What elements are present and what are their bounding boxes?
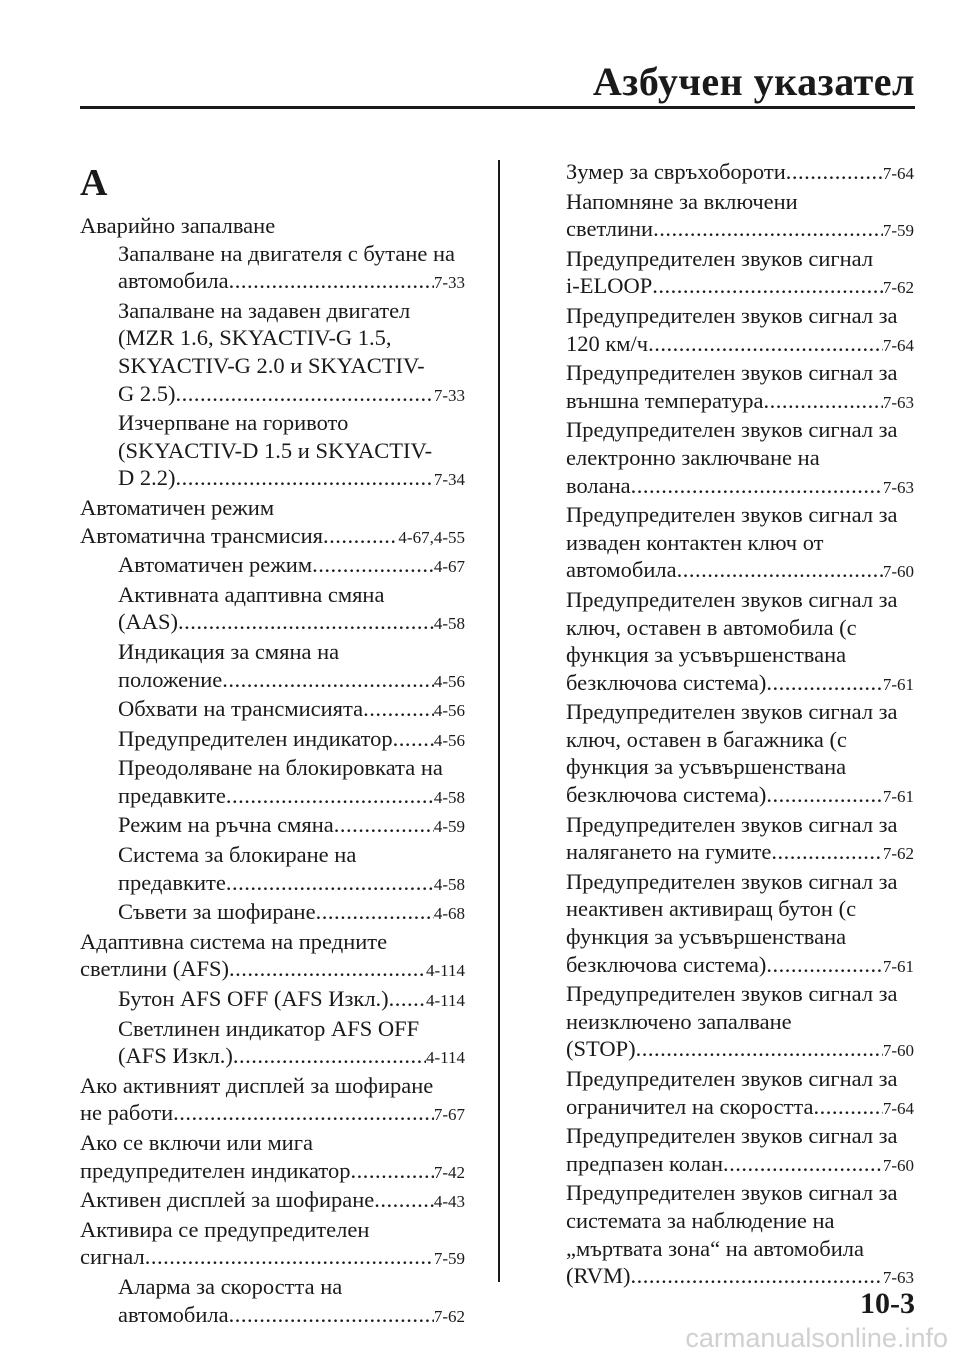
index-entry-line: функция за усъвършенствана: [566, 924, 847, 950]
entry-term: светлини (AFS): [80, 956, 229, 982]
dot-leader: [363, 695, 434, 723]
index-entry: [566, 387, 914, 417]
entry-page-ref: 4-43: [433, 1192, 465, 1212]
index-entry-line: Предупредителен звуков сигнал за: [566, 981, 898, 1007]
dot-leader: [145, 1243, 434, 1271]
dot-leader: [813, 1093, 882, 1121]
entry-page-ref: 4-59: [433, 817, 465, 837]
entry-term: Предупредителен индикатор: [118, 725, 393, 751]
entry-page-ref: 4-67,4-55: [398, 527, 465, 547]
entry-page-ref: 4-114: [425, 961, 465, 981]
dot-leader: [786, 158, 883, 186]
entry-page-ref: 7-64: [882, 1098, 914, 1118]
entry-page-ref: 7-63: [882, 1268, 914, 1288]
entry-page-ref: 4-114: [425, 1048, 465, 1068]
index-entry: [80, 869, 465, 899]
dot-leader: [766, 781, 883, 809]
index-entry: [80, 551, 465, 581]
index-entry-line: изваден контактен ключ от: [566, 529, 824, 555]
entry-page-ref: 4-56: [433, 701, 465, 721]
index-entry: [80, 782, 465, 812]
index-entry: [566, 215, 914, 245]
index-entry: [80, 464, 465, 494]
index-entry: [566, 272, 914, 302]
index-entry-line: Предупредителен звуков сигнал за: [566, 868, 898, 894]
dot-leader: [350, 1157, 433, 1185]
entry-term: положение: [118, 666, 223, 692]
entry-page-ref: 7-60: [882, 562, 914, 582]
index-entry-line: SKYACTIV-G 2.0 и SKYACTIV-: [118, 352, 425, 378]
index-entry: [566, 669, 914, 699]
entry-page-ref: 7-59: [433, 1249, 465, 1269]
entry-term: волана: [566, 472, 631, 498]
dot-leader: [323, 522, 398, 550]
entry-term: предупредителен индикатор: [80, 1157, 351, 1183]
index-entry-line: системата за наблюдение на: [566, 1207, 835, 1233]
entry-term: светлини: [566, 216, 654, 242]
index-entry-line: Ако активният дисплей за шофиране: [80, 1072, 434, 1098]
entry-term: G 2.5): [118, 380, 176, 406]
dot-leader: [222, 666, 434, 694]
entry-term: Активен дисплей за шофиране: [80, 1187, 375, 1213]
dot-leader: [233, 1042, 426, 1070]
entry-page-ref: 7-61: [882, 674, 914, 694]
index-entry: [80, 267, 465, 297]
entry-term: предавките: [118, 782, 226, 808]
section-letter: A: [80, 162, 108, 204]
index-entry: [80, 955, 465, 985]
index-entry-line: ключ, оставен в автомобила (с: [566, 614, 857, 640]
index-entry-line: Напомняне за включени: [566, 188, 798, 214]
dot-leader: [763, 387, 882, 415]
index-entry: [80, 608, 465, 638]
entry-term: автомобила: [118, 1301, 229, 1327]
dot-leader: [389, 985, 426, 1013]
dot-leader: [631, 472, 883, 500]
dot-leader: [653, 215, 883, 243]
index-entry: [80, 1042, 465, 1072]
dot-leader: [636, 1035, 883, 1063]
entry-page-ref: 4-56: [433, 730, 465, 750]
entry-term: (AFS Изкл.): [118, 1043, 233, 1069]
entry-term: предавките: [118, 869, 226, 895]
index-entry: [566, 1150, 914, 1180]
entry-page-ref: 7-62: [433, 1306, 465, 1326]
index-entry-line: Изчерпване на горивото: [118, 410, 349, 436]
entry-page-ref: 7-62: [882, 278, 914, 298]
dot-leader: [771, 838, 882, 866]
entry-term: безключова система): [566, 782, 767, 808]
index-entry-line: Предупредителен звуков сигнал за: [566, 699, 898, 725]
entry-page-ref: 4-114: [425, 991, 465, 1011]
index-entry-line: Адаптивна система на предните: [80, 928, 388, 954]
index-entry: [566, 838, 914, 868]
entry-term: (AAS): [118, 609, 178, 635]
index-column-left: [80, 158, 465, 1330]
index-entry-line: Светлинен индикатор AFS OFF: [118, 1015, 420, 1041]
entry-page-ref: 7-64: [882, 164, 914, 183]
dot-leader: [176, 380, 434, 408]
index-entry-line: Предупредителен звуков сигнал за: [566, 1180, 898, 1206]
entry-page-ref: 7-33: [433, 273, 465, 293]
entry-page-ref: 4-56: [433, 671, 465, 691]
index-entry: [80, 811, 465, 841]
index-entry: [566, 781, 914, 811]
index-entry: [566, 330, 914, 360]
entry-page-ref: 4-58: [433, 787, 465, 807]
watermark-text: carmanualsonline.info: [685, 1323, 948, 1353]
dot-leader: [316, 898, 434, 926]
entry-term: не работи: [80, 1100, 174, 1126]
index-entry-line: Аларма за скоростта на: [118, 1273, 343, 1299]
index-entry: [80, 522, 465, 552]
index-entry: [80, 1099, 465, 1129]
dot-leader: [229, 267, 434, 295]
dot-leader: [677, 556, 883, 584]
entry-term: (RVM): [566, 1263, 631, 1289]
entry-page-ref: 4-67: [433, 557, 465, 577]
entry-page-ref: 7-60: [882, 1041, 914, 1061]
index-entry-line: Предупредителен звуков сигнал за: [566, 360, 898, 386]
index-entry: [80, 1243, 465, 1273]
index-entry-line: Автоматичен режим: [80, 494, 275, 520]
dot-leader: [176, 464, 434, 492]
entry-page-ref: 7-62: [882, 844, 914, 864]
index-entry: [566, 1093, 914, 1123]
dot-leader: [312, 551, 434, 579]
entry-term: автомобила: [118, 268, 229, 294]
index-entry: [566, 556, 914, 586]
index-entry-line: Предупредителен звуков сигнал за: [566, 302, 898, 328]
entry-page-ref: 7-42: [433, 1162, 465, 1182]
entry-term: безключова система): [566, 951, 767, 977]
index-entry-line: (SKYACTIV-D 1.5 и SKYACTIV-: [118, 437, 433, 463]
dot-leader: [652, 272, 883, 300]
index-entry-line: Предупредителен звуков сигнал за: [566, 1066, 898, 1091]
index-entry-line: Аварийно запалване: [80, 213, 276, 238]
index-entry-line: Ако се включи или мига: [80, 1130, 313, 1155]
entry-term: външна температура: [566, 387, 764, 413]
header-rule: [80, 106, 915, 109]
index-entry: [566, 158, 914, 188]
index-entry: [80, 985, 465, 1015]
dot-leader: [723, 1150, 883, 1178]
entry-term: налягането на гумите: [566, 839, 772, 865]
index-entry: [80, 666, 465, 696]
entry-page-ref: 4-58: [433, 874, 465, 894]
index-entry: [80, 1157, 465, 1187]
entry-page-ref: 7-59: [882, 221, 914, 241]
index-entry: [80, 1186, 465, 1216]
dot-leader: [229, 1301, 434, 1329]
entry-page-ref: 7-61: [882, 956, 914, 976]
dot-leader: [374, 1186, 434, 1214]
entry-term: Бутон AFS OFF (AFS Изкл.): [118, 986, 389, 1012]
dot-leader: [648, 330, 883, 358]
index-entry-line: Запалване на двигателя с бутане на: [118, 240, 456, 266]
entry-term: Автоматична трансмисия: [80, 522, 324, 548]
entry-term: Режим на ръчна смяна: [118, 812, 334, 838]
entry-term: ограничител на скоростта: [566, 1093, 814, 1119]
column-divider: [498, 160, 500, 1282]
index-entry-line: „мъртвата зона“ на автомобила: [566, 1235, 864, 1261]
index-entry-line: (MZR 1.6, SKYACTIV-G 1.5,: [118, 325, 392, 351]
entry-term: Автоматичен режим: [118, 552, 313, 578]
dot-leader: [630, 1262, 882, 1290]
entry-page-ref: 7-67: [433, 1105, 465, 1125]
right-entries: [566, 158, 914, 1292]
index-entry-line: неизключено запалване: [566, 1008, 792, 1034]
index-entry-line: Предупредителен звуков сигнал за: [566, 811, 898, 837]
index-entry-line: ключ, оставен в багажника (с: [566, 726, 847, 752]
entry-term: Обхвати на трансмисията: [118, 696, 364, 722]
entry-term: (STOP): [566, 1036, 636, 1062]
entry-term: Зумер за свръхобороти: [566, 159, 786, 184]
entry-term: автомобила: [566, 557, 677, 583]
index-entry-line: Предупредителен звуков сигнал за: [566, 417, 898, 443]
entry-page-ref: 4-68: [433, 904, 465, 924]
index-column-right: [566, 158, 914, 1292]
index-entry-line: Активира се предупредителен: [80, 1216, 370, 1242]
entry-term: i-ELOOP: [566, 273, 653, 299]
dot-leader: [226, 869, 434, 897]
entry-page-ref: 7-33: [433, 385, 465, 405]
dot-leader: [173, 1099, 434, 1127]
left-entries: [80, 212, 465, 1330]
index-entry: [566, 951, 914, 981]
entry-term: 120 км/ч: [566, 330, 649, 356]
index-entry-line: Предупредителен звуков сигнал: [566, 245, 874, 271]
dot-leader: [229, 955, 426, 983]
index-entry-line: Предупредителен звуков сигнал за: [566, 502, 898, 528]
index-entry-line: Система за блокиране на: [118, 842, 357, 868]
index-entry: [80, 1301, 465, 1331]
dot-leader: [766, 951, 883, 979]
dot-leader: [226, 782, 434, 810]
index-entry-line: Предупредителен звуков сигнал за: [566, 586, 898, 612]
page-number: 10-3: [860, 1287, 915, 1320]
index-entry: [80, 898, 465, 928]
entry-term: Съвети за шофиране: [118, 899, 316, 925]
index-entry-line: функция за усъвършенствана: [566, 642, 847, 668]
index-entry-line: Запалване на задавен двигател: [118, 297, 411, 323]
index-entry: [80, 380, 465, 410]
index-entry: [566, 472, 914, 502]
entry-page-ref: 7-34: [433, 470, 465, 490]
dot-leader: [766, 669, 883, 697]
index-entry-line: електронно заключване на: [566, 444, 820, 470]
dot-leader: [334, 811, 434, 839]
page-header-title: Азбучен указател: [592, 59, 915, 104]
dot-leader: [393, 725, 434, 753]
index-entry: [80, 695, 465, 725]
index-entry: [566, 1035, 914, 1065]
entry-page-ref: 7-64: [882, 335, 914, 355]
entry-page-ref: 4-58: [433, 614, 465, 634]
index-entry-line: Предупредителен звуков сигнал за: [566, 1123, 898, 1149]
entry-term: D 2.2): [118, 465, 176, 491]
entry-page-ref: 7-61: [882, 787, 914, 807]
entry-page-ref: 7-63: [882, 392, 914, 412]
index-entry: [80, 725, 465, 755]
entry-term: безключова система): [566, 669, 767, 695]
index-entry-line: Индикация за смяна на: [118, 638, 340, 664]
entry-page-ref: 7-63: [882, 477, 914, 497]
entry-term: сигнал: [80, 1244, 145, 1270]
dot-leader: [178, 608, 434, 636]
entry-page-ref: 7-60: [882, 1155, 914, 1175]
index-entry-line: Преодоляване на блокировката на: [118, 755, 443, 781]
entry-term: предпазен колан: [566, 1150, 723, 1176]
index-entry-line: неактивен активиращ бутон (с: [566, 896, 857, 922]
index-entry-line: Активната адаптивна смяна: [118, 581, 385, 607]
index-entry-line: функция за усъвършенствана: [566, 754, 847, 780]
